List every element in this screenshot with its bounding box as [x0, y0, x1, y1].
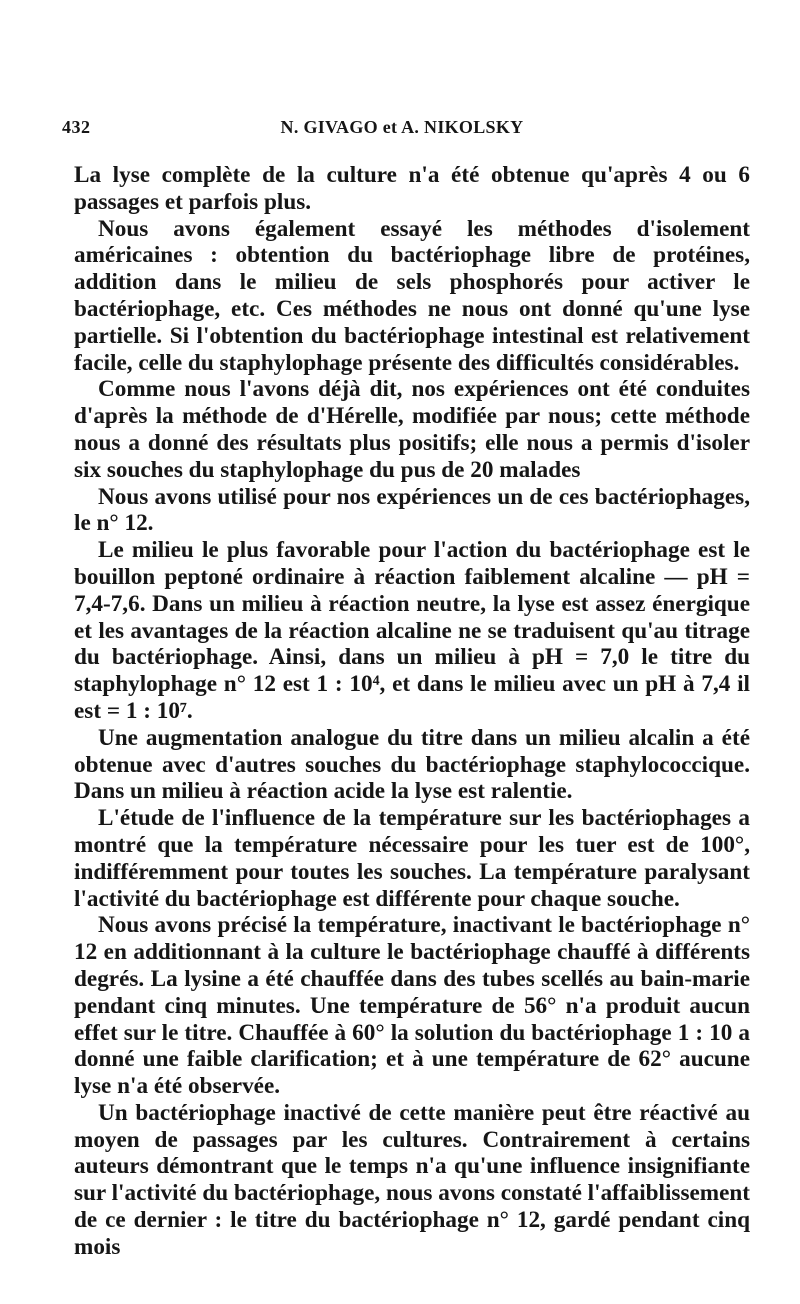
paragraph-6: Une augmentation analogue du titre dans un milieu alcalin a été obtenue avec d'autres souches du bactériophage staphylococcique. Dans un milieu à réaction acide la lyse est ralentie. [74, 724, 750, 805]
paragraph-4: Nous avons utilisé pour nos expériences un de ces bactériophages, le n° 12. [74, 483, 750, 537]
running-head: N. GIVAGO et A. NIKOLSKY [280, 117, 524, 137]
paragraph-1: La lyse complète de la culture n'a été obtenue qu'après 4 ou 6 passages et parfois plus. [74, 162, 750, 215]
paragraph-2: Nous avons également essayé les méthodes d'isolement américaines : obtention du bactériophage libre de protéines, addition dans le milieu de sels phosphorés pour activer le bactériophage, etc. Ces méthodes ne nous ont donné qu'une lyse partielle. Si l'obtention du bactériophage intestinal est relativement facile, celle du staphylophage présente des difficultés considérables. [74, 215, 750, 376]
body-text [74, 162, 750, 1261]
paragraph-3: Comme nous l'avons déjà dit, nos expériences ont été conduites d'après la méthode de d'Hérelle, modifiée par nous; cette méthode nous a donné des résultats plus positifs; elle nous a permis d'isoler six souches du staphylophage du pus de 20 malades [74, 376, 750, 483]
paragraph-5: Le milieu le plus favorable pour l'action du bactériophage est le bouillon peptoné ordinaire à réaction faiblement alcaline — pH = 7,4-7,6. Dans un milieu à réaction neutre, la lyse est assez énergique et les avantages de la réaction alcaline ne se traduisent qu'au titrage du bactériophage. Ainsi, dans un milieu à pH = 7,0 le titre du staphylophage n° 12 est 1 : 10⁴, et dans le milieu avec un pH à 7,4 il est = 1 : 10⁷. [74, 537, 750, 724]
paragraph-7: L'étude de l'influence de la température sur les bactériophages a montré que la température nécessaire pour les tuer est de 100°, indifféremment pour toutes les souches. La température paralysant l'activité du bactériophage est différente pour chaque souche. [74, 805, 750, 912]
page-number: 432 [62, 117, 91, 137]
paragraph-8: Nous avons précisé la température, inactivant le bactériophage n° 12 en additionnant à la culture le bactériophage chauffé à différents degrés. La lysine a été chauffée dans des tubes scellés au bain-marie pendant cinq minutes. Une température de 56° n'a produit aucun effet sur le titre. Chauffée à 60° la solution du bactériophage 1 : 10 a donné une faible clarification; et à une température de 62° aucune lyse n'a été observée. [74, 912, 750, 1100]
page-header [62, 117, 742, 147]
paragraph-9: Un bactériophage inactivé de cette manière peut être réactivé au moyen de passages par les cultures. Contrairement à certains auteurs démontrant que le temps n'a qu'une influence insignifiante sur l'activité du bactériophage, nous avons constaté l'affaiblissement de ce dernier : le titre du bactériophage n° 12, gardé pendant cinq mois [74, 1099, 750, 1260]
